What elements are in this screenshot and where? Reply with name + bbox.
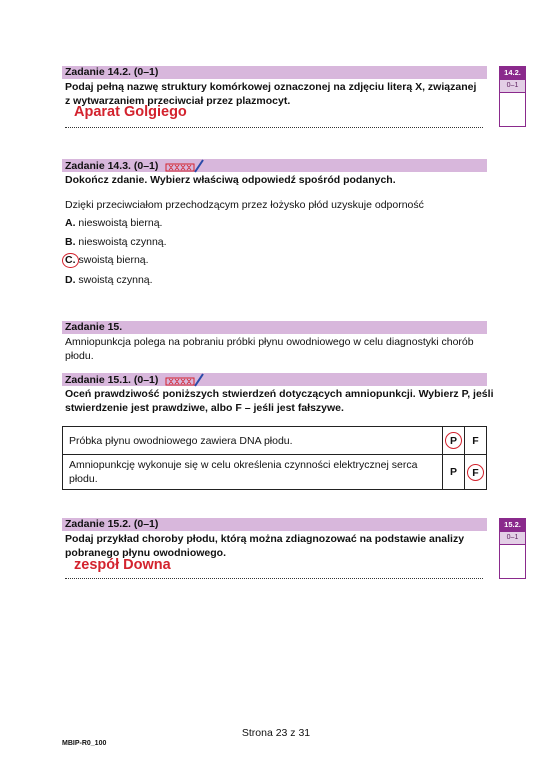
selected-answer-circle: F — [467, 464, 484, 481]
task-15-1-instruction: Oceń prawdziwość poniższych stwierdzeń dotyczących amniopunkcji. Wybierz P, jeśli stwierdzenie jest prawdziwe, albo F – jeśli jest fałszywe. — [65, 388, 494, 414]
score-points: 0–1 — [500, 531, 525, 545]
statement-cell: Próbka płynu owodniowego zawiera DNA płodu. — [63, 427, 443, 455]
score-label: 14.2. — [500, 67, 525, 79]
answer-line — [65, 127, 483, 128]
option-c-selected[interactable]: C. swoistą bierną. — [62, 253, 149, 268]
p-option[interactable] — [443, 427, 465, 455]
option-d[interactable]: D. swoistą czynną. — [65, 274, 153, 286]
task-15-intro: Amniopunkcja polega na pobraniu próbki płynu owodniowego w celu diagnostyki chorób płodu. — [65, 336, 474, 362]
score-label: 15.2. — [500, 519, 525, 531]
f-option[interactable] — [465, 455, 487, 490]
option-b[interactable]: B. nieswoistą czynną. — [65, 236, 167, 248]
option-a[interactable]: A. nieswoistą bierną. — [65, 217, 163, 229]
p-option[interactable]: P — [443, 455, 465, 490]
task-15-1-header: Zadanie 15.1. (0–1) — [62, 373, 487, 386]
score-points: 0–1 — [500, 79, 525, 93]
exam-code: MBIP-R0_100 — [62, 740, 107, 747]
task-14-2-header: Zadanie 14.2. (0–1) — [62, 66, 487, 79]
task-14-2-handwritten-answer: Aparat Golgiego — [74, 104, 187, 120]
true-false-table — [62, 426, 487, 490]
task-14-3-instruction: Dokończ zdanie. Wybierz właściwą odpowiedź spośród podanych. — [65, 174, 396, 186]
task-14-3-header: Zadanie 14.3. (0–1) — [62, 159, 487, 172]
task-15-header: Zadanie 15. — [62, 321, 487, 334]
table-row — [63, 455, 487, 490]
task-15-2-handwritten-answer: zespół Downa — [74, 557, 171, 573]
task-14-3-sentence: Dzięki przeciwciałom przechodzącym przez łożysko płód uzyskuje odporność — [65, 199, 424, 211]
selected-answer-circle: C. — [62, 253, 79, 268]
task-14-2-instruction: Podaj pełną nazwę struktury komórkowej oznaczonej na zdjęciu literą X, związanej z wytwarzaniem przeciwciał przez plazmocyt. — [65, 81, 477, 107]
table-row — [63, 427, 487, 455]
pencil-icon — [165, 159, 205, 173]
statement-cell: Amniopunkcję wykonuje się w celu określenia czynności elektrycznej serca płodu. — [63, 455, 443, 490]
pencil-icon — [165, 373, 205, 387]
selected-answer-circle: P — [445, 432, 462, 449]
answer-line — [65, 578, 483, 579]
task-15-2-instruction: Podaj przykład choroby płodu, którą można zdiagnozować na podstawie analizy pobranego płynu owodniowego. — [65, 533, 465, 559]
task-15-2-header: Zadanie 15.2. (0–1) — [62, 518, 487, 531]
score-box-14-2 — [499, 66, 526, 127]
f-option[interactable]: F — [465, 427, 487, 455]
score-box-15-2 — [499, 518, 526, 579]
page-number: Strona 23 z 31 — [241, 727, 311, 739]
